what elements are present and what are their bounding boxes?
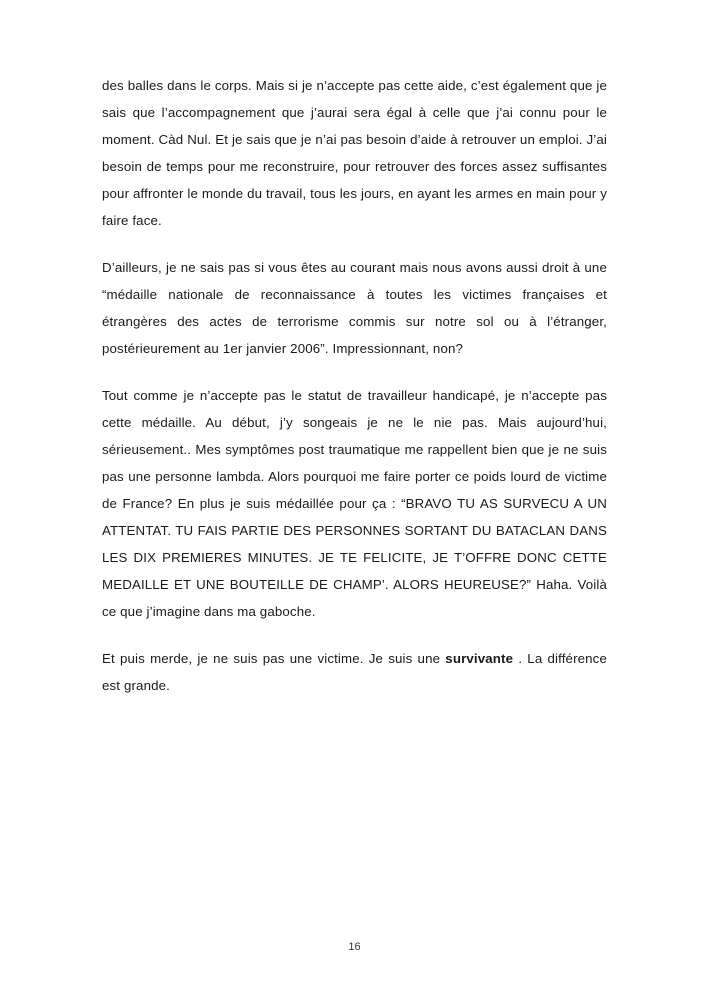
paragraph-2: D’ailleurs, je ne sais pas si vous êtes au courant mais nous avons aussi droit à une “médaille nationale de reconnaissance à toutes les victimes françaises et étrangères des actes de terrorisme commis sur notre sol ou à l’étranger, postérieurement au 1er janvier 2006”. Impressionnant, non? bbox=[102, 260, 607, 356]
paragraph-1: des balles dans le corps. Mais si je n’accepte pas cette aide, c’est également que je sais que l’accompagnement que j’aurai sera égal à celle que j’ai connu pour le moment. Càd Nul. Et je sais que je n’ai pas besoin d’aide à retrouver un emploi. J’ai besoin de temps pour me reconstruire, pour retrouver des forces assez suffisantes pour affronter le monde du travail, tous les jours, en ayant les armes en main pour y faire face. bbox=[102, 78, 607, 228]
final-text-before: Et puis merde, je ne suis pas une victime. Je suis une bbox=[102, 651, 446, 666]
page-content bbox=[102, 72, 607, 699]
page-number: 16 bbox=[348, 941, 361, 953]
paragraph-4-final bbox=[102, 645, 607, 699]
final-text-after: . La différence est grande. bbox=[102, 651, 607, 693]
paragraph-3: Tout comme je n’accepte pas le statut de travailleur handicapé, je n’accepte pas cette médaille. Au début, j’y songeais je ne le nie pas. Mais aujourd’hui, sérieusement.. Mes symptômes post traumatique me rappellent bien que je ne suis pas une personne lambda. Alors pourquoi me faire porter ce poids lourd de victime de France? En plus je suis médaillée pour ça : “BRAVO TU AS SURVECU A UN ATTENTAT. TU FAIS PARTIE DES PERSONNES SORTANT DU BATACLAN DANS LES DIX PREMIERES MINUTES. JE TE FELICITE, JE T’OFFRE DONC CETTE MEDAILLE ET UNE BOUTEILLE DE CHAMP’. ALORS HEUREUSE?” Haha. Voilà ce que j’imagine dans ma gaboche. bbox=[102, 388, 607, 619]
final-text-emphasis: survivante bbox=[445, 651, 514, 666]
